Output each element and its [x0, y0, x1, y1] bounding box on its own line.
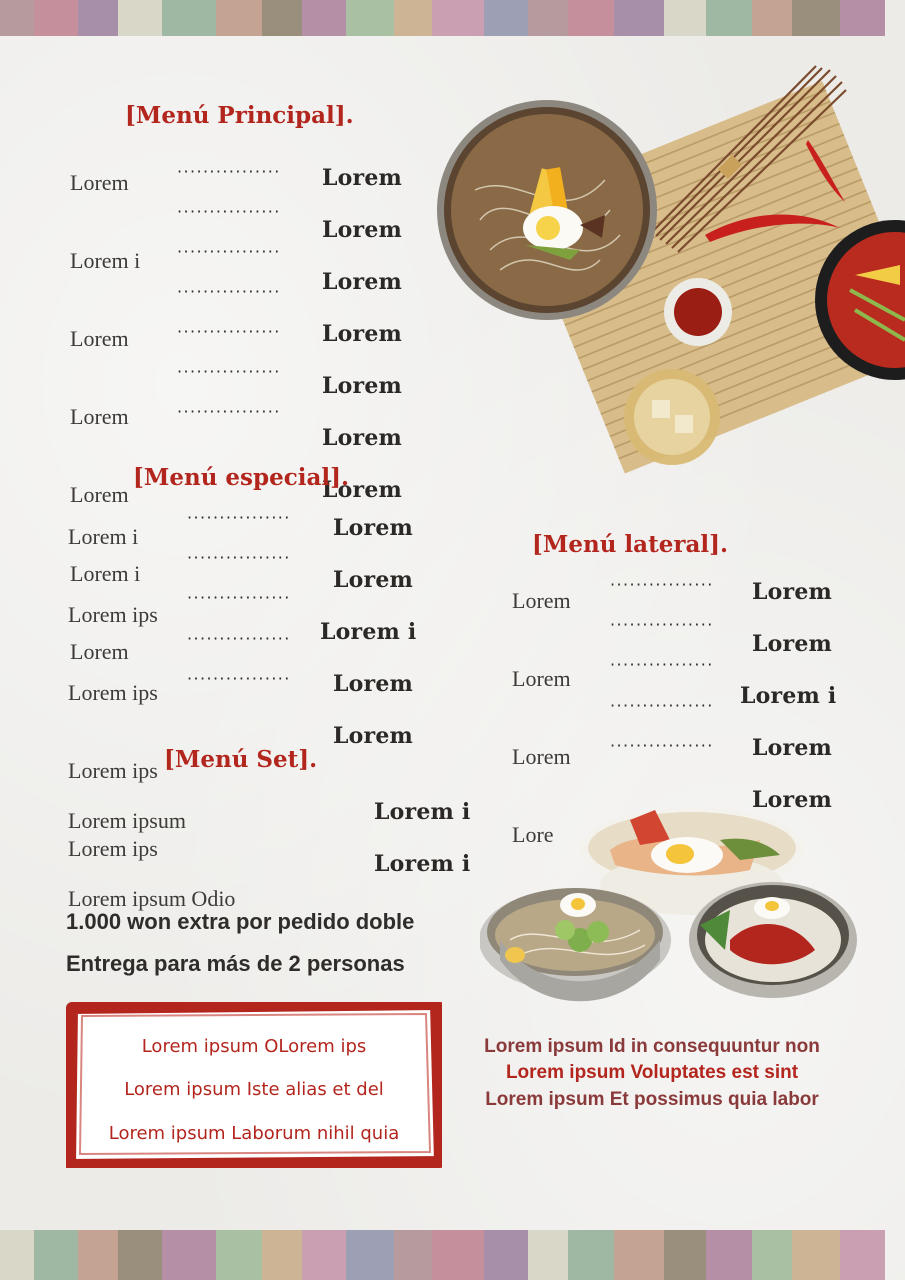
dot-leader: ················ [610, 696, 714, 715]
menu-set-price: Lorem i [374, 799, 471, 825]
stripe-segment [346, 1230, 394, 1280]
stripe-segment [706, 1230, 752, 1280]
stripe-segment [78, 0, 118, 36]
stripe-segment [840, 1230, 885, 1280]
stripe-segment [568, 0, 614, 36]
stripe-segment [34, 0, 78, 36]
stamp-line: Lorem ipsum Laborum nihil quia [108, 1123, 400, 1144]
dot-leader: ················ [187, 588, 291, 607]
dot-leader: ················ [177, 402, 281, 421]
menu-principal-price: Lorem [322, 321, 403, 347]
promo-line: Lorem ipsum Et possimus quia labor [485, 1089, 819, 1110]
menu-principal-item: Lorem [70, 482, 129, 507]
menu-principal-price: Lorem [322, 165, 403, 191]
menu-especial-price: Lorem [333, 723, 414, 749]
menu-lateral-title: [Menú lateral]. [532, 531, 728, 558]
menu-especial-item: Lorem [70, 639, 129, 664]
menu-especial-price: Lorem i [320, 619, 417, 645]
stripe-segment [664, 1230, 706, 1280]
delivery-note: Entrega para más de 2 personas [66, 951, 405, 976]
stripe-segment [34, 1230, 78, 1280]
dot-leader: ················ [610, 615, 714, 634]
stripe-segment [752, 1230, 792, 1280]
dot-leader: ················ [187, 669, 291, 688]
menu-principal-item: Lorem [70, 326, 129, 351]
dot-leader: ················ [177, 282, 281, 301]
menu-especial-title: [Menú especial]. [133, 464, 349, 491]
menu-principal-item: Lorem [70, 404, 129, 429]
menu-lateral-item: Lorem [512, 588, 571, 613]
menu-principal-price: Lorem [322, 269, 403, 295]
stripe-segment [0, 1230, 34, 1280]
stripe-segment [394, 0, 432, 36]
dot-leader: ················ [177, 242, 281, 261]
dot-leader: ················ [177, 162, 281, 181]
naengmyeon-bowl-image [430, 60, 905, 480]
menu-set-item: Lorem ips [68, 758, 158, 783]
menu-set-title: [Menú Set]. [164, 746, 318, 773]
dot-leader: ················ [177, 362, 281, 381]
stripe-segment [394, 1230, 432, 1280]
menu-lateral-price: Lorem [752, 579, 833, 605]
dot-leader: ················ [177, 322, 281, 341]
dot-leader: ················ [187, 548, 291, 567]
menu-lateral-price: Lorem i [740, 683, 837, 709]
menu-lateral-item: Lore [512, 822, 554, 847]
stripe-segment [262, 0, 302, 36]
menu-lateral-item: Lorem [512, 666, 571, 691]
stripe-segment [792, 0, 840, 36]
menu-lateral-price: Lorem [752, 735, 833, 761]
promo-line: Lorem ipsum Id in consequuntur non [484, 1036, 820, 1057]
stripe-segment [568, 1230, 614, 1280]
stripe-segment [302, 1230, 346, 1280]
menu-especial-item: Lorem ips [68, 602, 158, 627]
stripe-segment [614, 1230, 664, 1280]
menu-principal-price: Lorem [322, 425, 403, 451]
menu-principal-item: Lorem i [70, 248, 141, 273]
promo-line: Lorem ipsum Voluptates est sint [505, 1062, 799, 1083]
menu-set-price: Lorem i [374, 851, 471, 877]
stripe-segment [78, 1230, 118, 1280]
stripe-segment [162, 0, 216, 36]
stripe-segment [528, 1230, 568, 1280]
stripe-segment [216, 1230, 262, 1280]
stripe-segment [216, 0, 262, 36]
menu-principal-price: Lorem [322, 217, 403, 243]
menu-set-item: Lorem ipsum [68, 808, 186, 833]
stripe-segment [484, 1230, 528, 1280]
menu-principal-title: [Menú Principal]. [125, 102, 354, 129]
stripe-segment [528, 0, 568, 36]
stamp-line: Lorem ipsum OLorem ips [141, 1036, 367, 1057]
stripe-segment [118, 0, 162, 36]
menu-especial-item: Lorem i [70, 561, 141, 586]
stripe-segment [706, 0, 752, 36]
menu-lateral-item: Lorem [512, 744, 571, 769]
menu-principal-item: Lorem [70, 170, 129, 195]
stripe-segment [302, 0, 346, 36]
menu-set-item: Lorem ips [68, 836, 158, 861]
dot-leader: ················ [610, 655, 714, 674]
stamp-line: Lorem ipsum Iste alias et del [124, 1079, 384, 1100]
menu-lateral-price: Lorem [752, 787, 833, 813]
menu-principal-price: Lorem [322, 373, 403, 399]
top-stripe-border [0, 0, 905, 36]
menu-especial-item: Lorem ips [68, 680, 158, 705]
menu-set-item: Lorem ipsum Odio [68, 886, 236, 911]
stripe-segment [346, 0, 394, 36]
stripe-segment [432, 0, 484, 36]
menu-especial-price: Lorem [333, 671, 414, 697]
stripe-segment [0, 0, 34, 36]
stripe-segment [162, 1230, 216, 1280]
stripe-segment [792, 1230, 840, 1280]
stripe-segment [432, 1230, 484, 1280]
extra-order-note: 1.000 won extra por pedido doble [66, 909, 415, 934]
menu-especial-price: Lorem [333, 515, 414, 541]
stripe-segment [614, 0, 664, 36]
menu-principal-price: Lorem [322, 477, 403, 503]
dot-leader: ················ [177, 202, 281, 221]
dot-leader: ················ [187, 508, 291, 527]
stripe-segment [752, 0, 792, 36]
stripe-segment [484, 0, 528, 36]
bottom-stripe-border [0, 1230, 905, 1280]
menu-lateral-price: Lorem [752, 631, 833, 657]
stripe-segment [664, 0, 706, 36]
dot-leader: ················ [610, 736, 714, 755]
dot-leader: ················ [187, 629, 291, 648]
stripe-segment [262, 1230, 302, 1280]
dot-leader: ················ [610, 575, 714, 594]
menu-especial-item: Lorem i [68, 524, 139, 549]
stripe-segment [840, 0, 885, 36]
stripe-segment [118, 1230, 162, 1280]
menu-especial-price: Lorem [333, 567, 414, 593]
